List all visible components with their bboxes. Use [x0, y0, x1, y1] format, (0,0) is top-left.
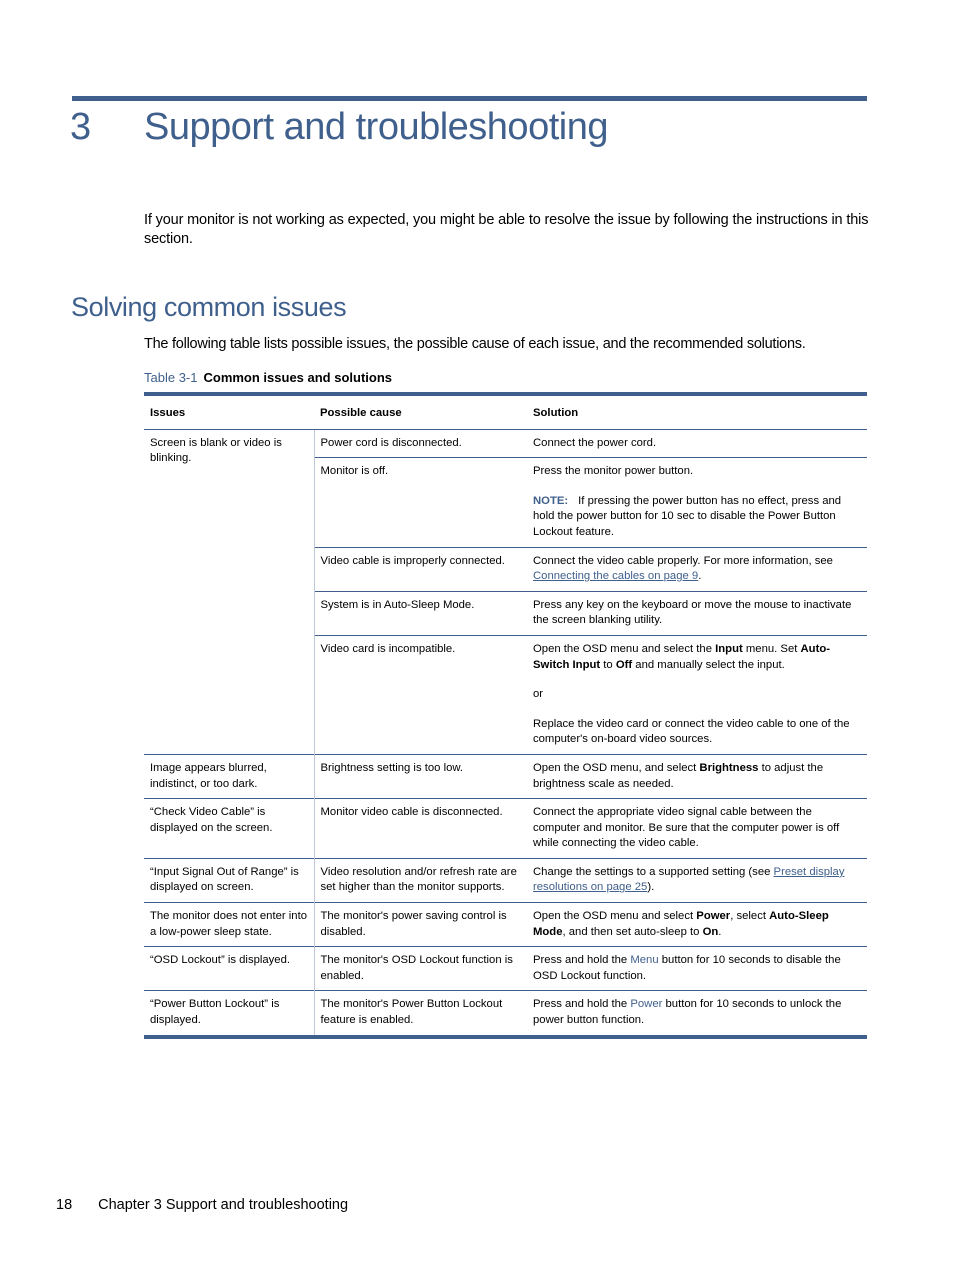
section-title: Solving common issues [71, 292, 347, 322]
table-row [144, 754, 867, 798]
solution-cell [527, 947, 867, 991]
issue-cell: “OSD Lockout” is displayed. [144, 947, 314, 991]
ui-term-power: Power [696, 910, 731, 923]
solution-cell [527, 991, 867, 1035]
table-row [144, 429, 867, 458]
table-caption [144, 370, 392, 385]
solution-text-part: Press and hold the [533, 998, 631, 1011]
solution-text-part: . [718, 925, 722, 938]
cause-cell: Monitor is off. [314, 458, 527, 547]
section-text: The following table lists possible issues, the possible cause of each issue, and the recommended solutions. [144, 336, 806, 352]
link-preset-display-resolutions[interactable]: Preset display resolutions on page 25 [533, 865, 845, 894]
table-row [144, 947, 867, 991]
cause-cell: The monitor's OSD Lockout function is enabled. [314, 947, 527, 991]
solution-text: Replace the video card or connect the video cable to one of the computer's on-board video sources. [533, 717, 850, 746]
solution-text-part: button for 10 seconds to disable the OSD Lockout function. [533, 954, 841, 982]
solution-text-part: button for 10 seconds to unlock the power button function. [533, 998, 842, 1027]
note-label: NOTE: [533, 494, 569, 507]
table-row [144, 991, 867, 1035]
issue-cell: Screen is blank or video is blinking. [150, 436, 282, 465]
ui-term-auto-sleep-mode: Auto-Sleep Mode [533, 910, 829, 938]
note [533, 494, 861, 541]
button-term-menu: Menu [630, 954, 659, 967]
cause-cell: Video cable is improperly connected. [314, 547, 527, 591]
solution-text: Press the monitor power button. [533, 465, 694, 478]
table-row [144, 799, 867, 859]
chapter-intro: If your monitor is not working as expected, you might be able to resolve the issue by following the instructions in this section. [144, 212, 869, 247]
issue-cell: The monitor does not enter into a low-power sleep state. [144, 903, 314, 947]
solution-cell [527, 635, 867, 754]
cause-cell: Monitor video cable is disconnected. [314, 799, 527, 859]
cause-cell: The monitor's power saving control is disabled. [314, 903, 527, 947]
ui-term-brightness: Brightness [699, 761, 759, 774]
solution-or: or [533, 688, 544, 701]
ui-term-on: On [702, 925, 719, 938]
solution-cell [527, 754, 867, 798]
table-header-row [144, 396, 867, 429]
solution-cell [527, 458, 867, 547]
header-issues: Issues [144, 396, 314, 429]
solution-text: . [698, 570, 702, 583]
solution-text [533, 642, 861, 673]
table-caption-label: Table 3-1 [144, 370, 198, 385]
issue-cell: “Check Video Cable” is displayed on the screen. [144, 799, 314, 859]
solution-cell: Press any key on the keyboard or move the mouse to inactivate the screen blanking utility. [527, 591, 867, 635]
chapter-title: Support and troubleshooting [144, 106, 608, 148]
solution-text-part: Change the settings to a supported setting (see [533, 865, 774, 878]
solution-cell: Connect the appropriate video signal cable between the computer and monitor. Be sure that the computer power is off while connecting the video cable. [527, 799, 867, 859]
solution-text-part: Open the OSD menu, and select [533, 761, 700, 774]
solution-text: Connect the video cable properly. For more information, see [533, 554, 833, 567]
solution-text-part: and manually select the input. [632, 658, 785, 671]
issue-cell: “Power Button Lockout” is displayed. [144, 991, 314, 1035]
header-solution: Solution [527, 396, 867, 429]
cause-cell: Brightness setting is too low. [314, 754, 527, 798]
button-term-power: Power [630, 998, 663, 1011]
solution-cell [527, 547, 867, 591]
issue-cell: “Input Signal Out of Range” is displayed on screen. [144, 858, 314, 902]
page-number: 18 [56, 1197, 73, 1213]
note-text: If pressing the power button has no effect, press and hold the power button for 10 sec to disable the Power Button Lockout feature. [533, 494, 842, 538]
issue-cell: Image appears blurred, indistinct, or too dark. [144, 754, 314, 798]
cause-cell: Video card is incompatible. [314, 635, 527, 754]
solution-cell [527, 858, 867, 902]
solution-text-part: , and then set auto-sleep to [562, 925, 703, 938]
ui-term-auto-switch-input: Auto-Switch Input [533, 642, 830, 671]
ui-term-input: Input [715, 642, 743, 655]
page-footer [56, 1197, 348, 1213]
solution-text-part: , select [730, 910, 770, 923]
issues-table [144, 392, 867, 1039]
ui-term-off: Off [615, 658, 633, 671]
cause-cell: System is in Auto-Sleep Mode. [314, 591, 527, 635]
table-row [144, 903, 867, 947]
chapter-top-rule [72, 96, 867, 101]
link-connecting-cables[interactable]: Connecting the cables on page 9 [533, 570, 699, 583]
solution-text-part: to [600, 658, 616, 671]
solution-text-part: Open the OSD menu and select [533, 910, 697, 923]
cause-cell: Power cord is disconnected. [314, 429, 527, 458]
solution-text-part: menu. Set [742, 642, 801, 655]
cause-cell: Video resolution and/or refresh rate are set higher than the monitor supports. [314, 858, 527, 902]
footer-chapter-label: Chapter 3 Support and troubleshooting [98, 1197, 349, 1213]
solution-text-part: ). [647, 881, 655, 894]
chapter-number: 3 [70, 106, 92, 148]
solution-cell [527, 903, 867, 947]
solution-text-part: Press and hold the [533, 954, 631, 967]
table-row [144, 858, 867, 902]
solution-cell: Connect the power cord. [533, 436, 657, 449]
solution-text-part: to adjust the brightness scale as needed. [533, 761, 824, 790]
solution-text-part: Open the OSD menu and select the [533, 642, 716, 655]
header-possible-cause: Possible cause [314, 396, 527, 429]
cause-cell: The monitor's Power Button Lockout feature is enabled. [314, 991, 527, 1035]
table-caption-text: Common issues and solutions [203, 370, 393, 385]
